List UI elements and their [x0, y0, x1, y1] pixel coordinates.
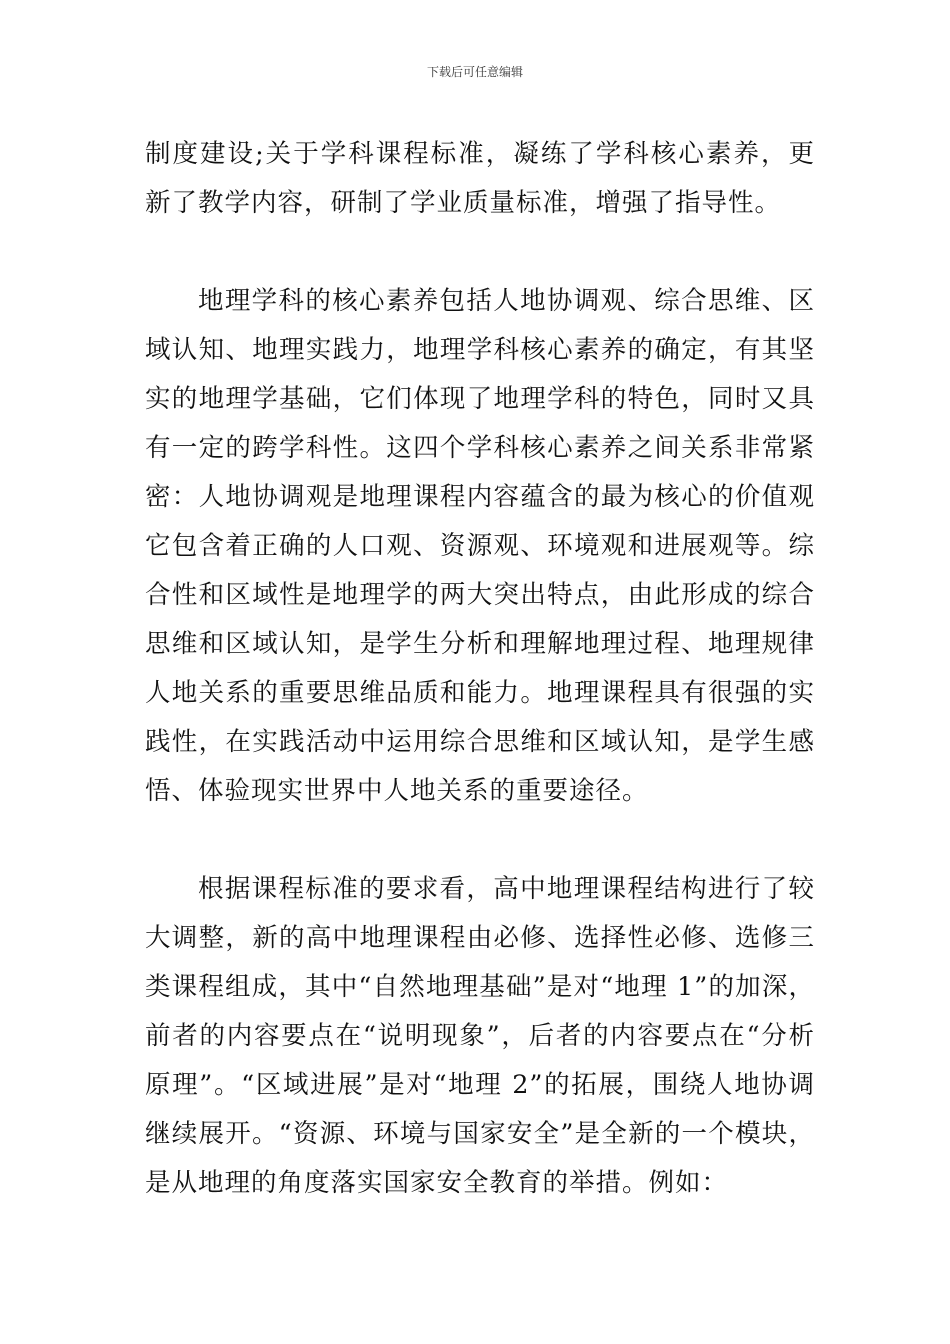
paragraph-3: 根据课程标准的要求看，高中地理课程结构进行了较大调整，新的高中地理课程由必修、选择性必修、选修三类课程组成，其中“自然地理基础”是对“地理 1”的加深，前者的内容要点在“说明现象”，后者的内容要点在“分析原理”。“区域进展”是对“地理 2”的拓展，围绕人地协调继续展开。“资源、环境与国家安全”是全新的一个模块，是从地理的角度落实国家安全教育的举措。例如： — [145, 874, 815, 1198]
paragraph-gap — [145, 228, 815, 277]
document-body — [145, 130, 815, 1208]
paragraph-2: 地理学科的核心素养包括人地协调观、综合思维、区域认知、地理实践力，地理学科核心素养的确定，有其坚实的地理学基础，它们体现了地理学科的特色，同时又具有一定的跨学科性。这四个学科核心素养之间关系非常紧密：人地协调观是地理课程内容蕴含的最为核心的价值观它包含着正确的人口观、资源观、环境观和进展观等。综合性和区域性是地理学的两大突出特点，由此形成的综合思维和区域认知，是学生分析和理解地理过程、地理规律人地关系的重要思维品质和能力。地理课程具有很强的实践性，在实践活动中运用综合思维和区域认知，是学生感悟、体验现实世界中人地关系的重要途径。 — [145, 286, 815, 806]
paragraph-1: 制度建设;关于学科课程标准，凝练了学科核心素养，更新了教学内容，研制了学业质量标准，增强了指导性。 — [145, 139, 815, 218]
paragraph-gap — [145, 816, 815, 865]
page-header: 下载后可任意编辑 — [426, 65, 523, 79]
